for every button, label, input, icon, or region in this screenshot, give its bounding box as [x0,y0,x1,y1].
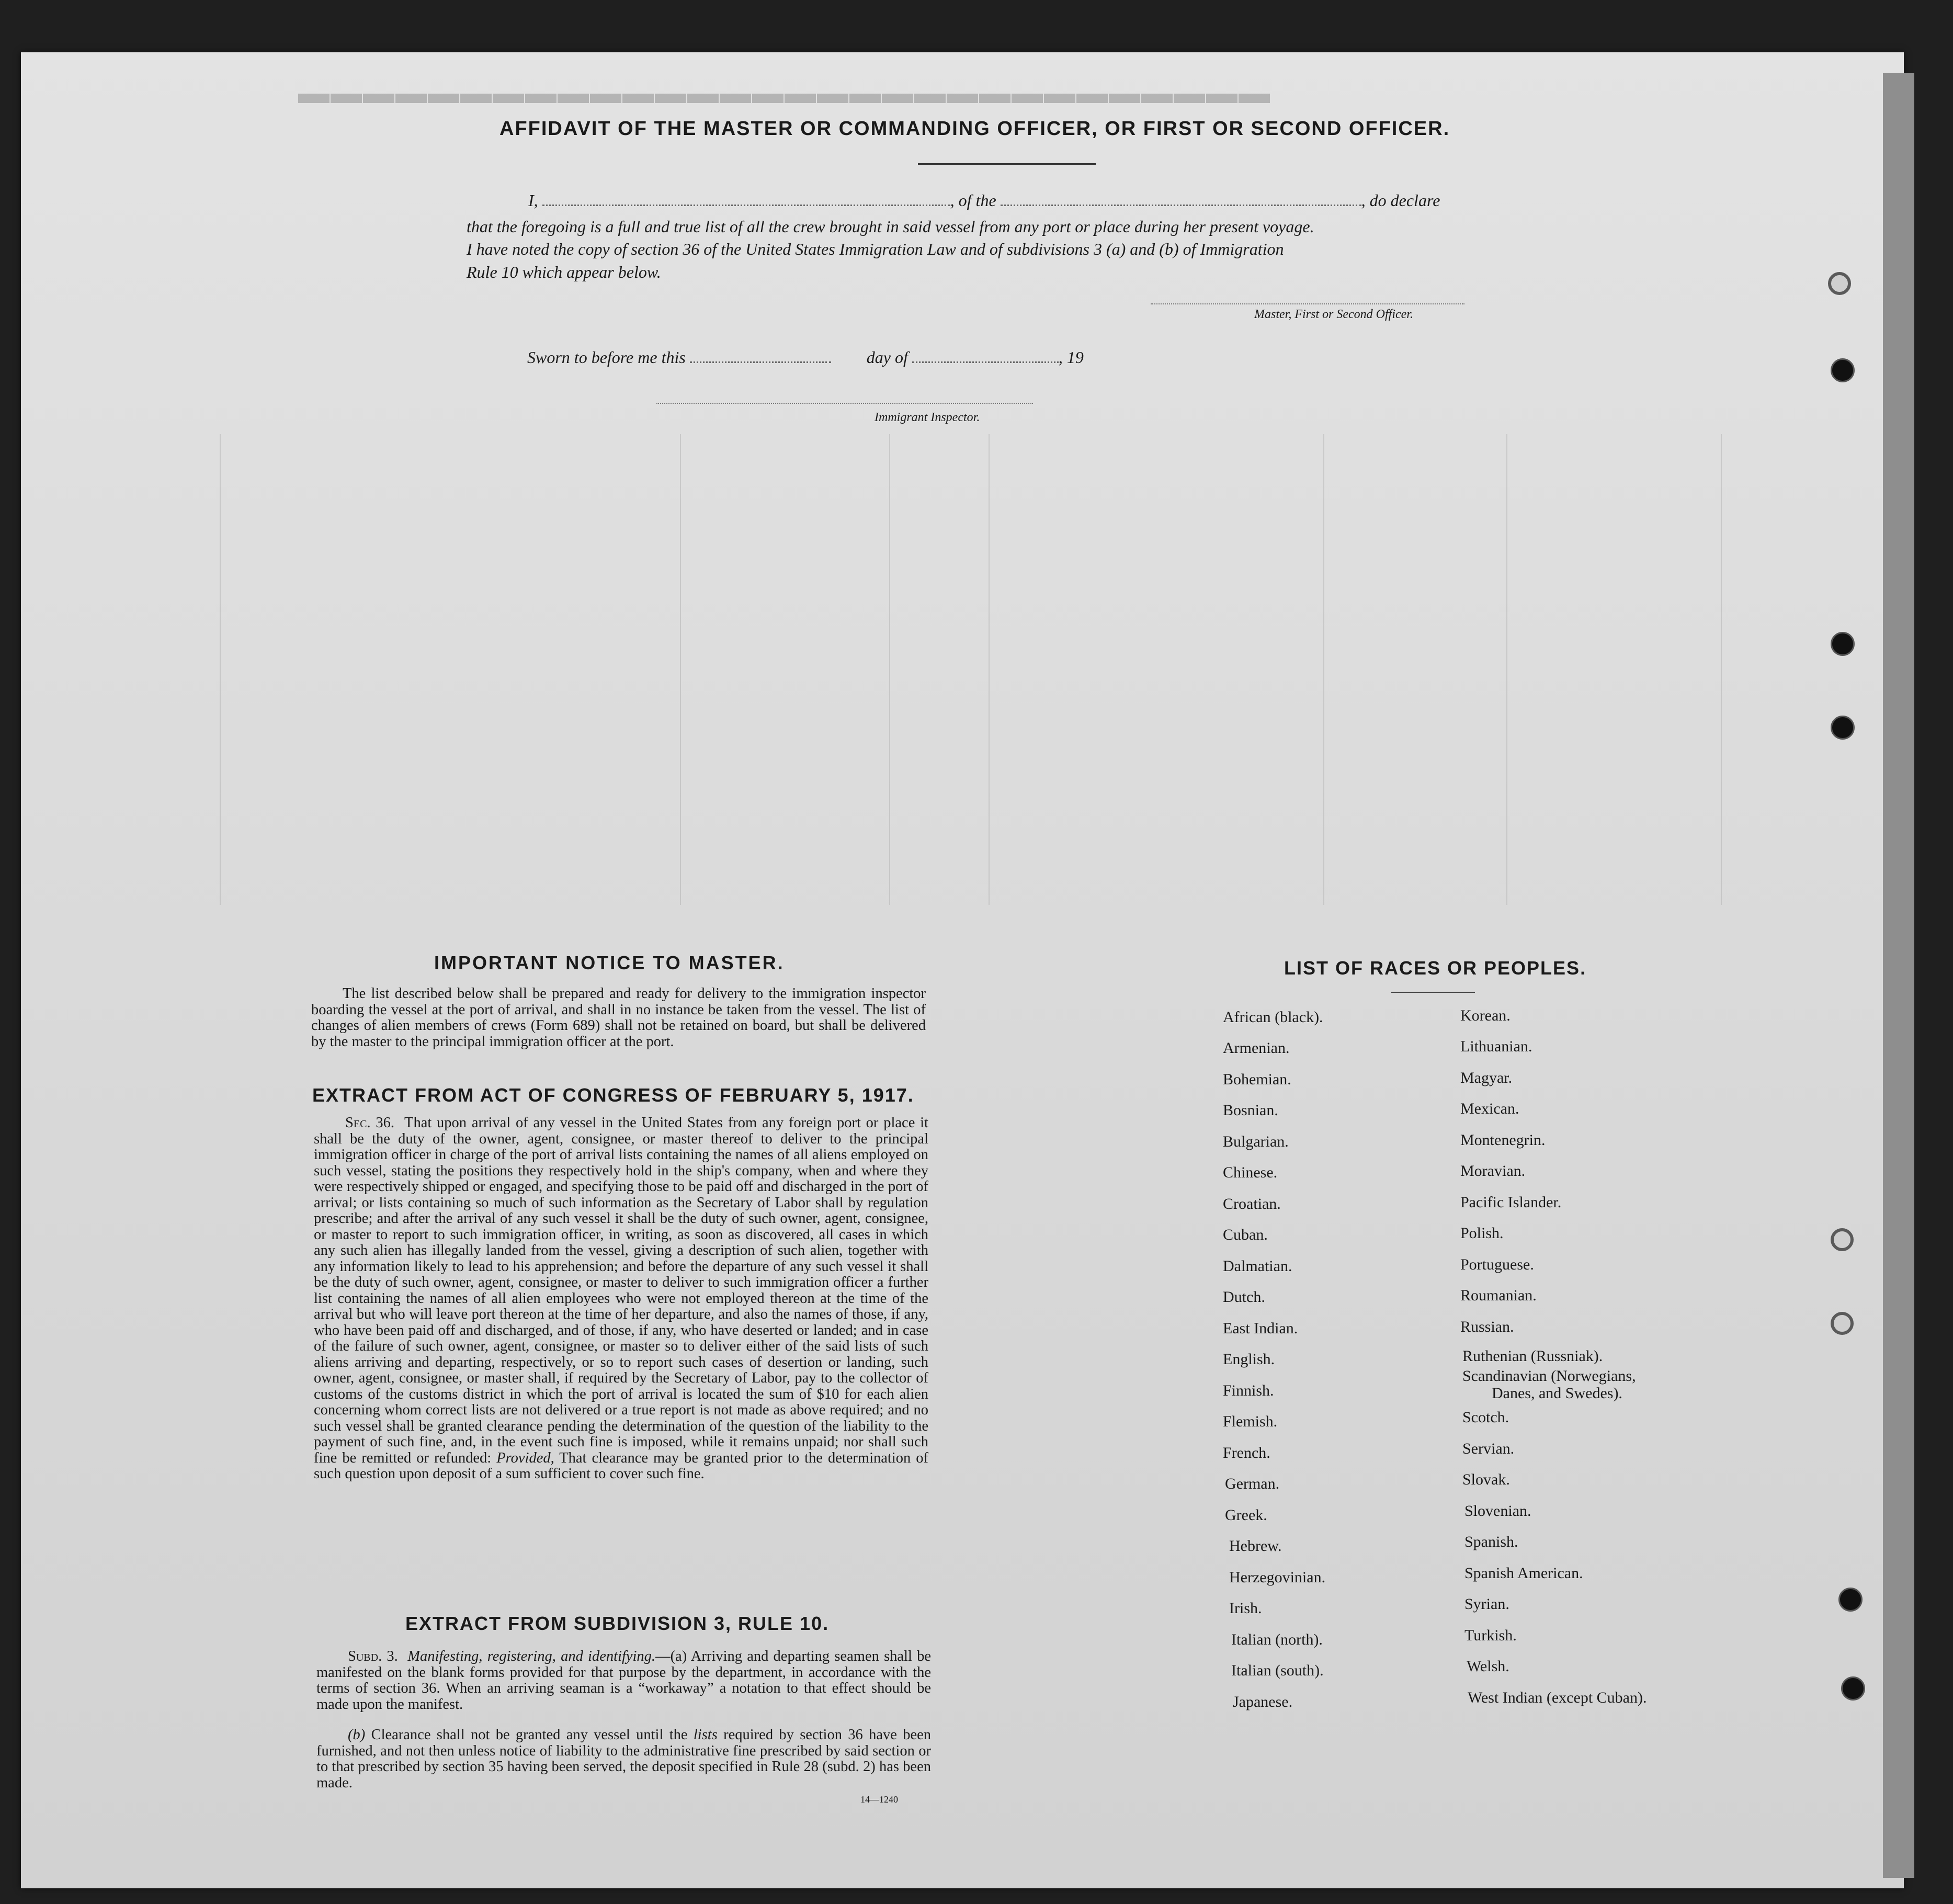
act-body: That upon arrival of any vessel in the United States from any foreign port or place it shall be the duty of the owner, agent, consignee, or master thereof to deliver to the principal immigration officer in charge of the port of arrival lists containing the names of all aliens employed on such vessel, stating the positions they respectively hold in the ship's company, when and where they were respectively shipped or engaged, and specifying those to be paid off and discharged in the port of arrival; or lists containing so much of such information as the Secretary of Labor shall by regulation prescribe; and after the arrival of any such vessel it shall be the duty of such owner, agent, consignee, or master to report to such immigration officer, in writing, as soon as discovered, all cases in which any such alien has illegally landed from the vessel, giving a description of such alien, together with any information likely to lead to his apprehension; and before the departure of any such vessel it shall be the duty of such owner, agent, consignee, or master to deliver to such immigration officer a further list containing the names of all alien employees who were not employed thereon at the time of the arrival but who will leave port thereon at the time of her departure, and also the names of those, if any, who have been paid off and discharged, and of those, if any, who have deserted or landed; and in case of the failure of such owner, agent, consignee, or master so to deliver either of the said lists of such aliens arriving and departing, respectively, or so to report such cases of desertion or landing, such owner, agent, consignee, or master shall, if required by the Secretary of Labor, pay to the collector of customs of the customs district in which the port of arrival is located the sum of $10 for each alien concerning whom correct lists are not delivered or a true report is not made as above required; and no such vessel shall be granted clearance pending the determination of the question of the liability to the payment of such fine, and, in the event such fine is imposed, while it remains unpaid; nor shall such fine be remitted or refunded: [314,1115,928,1466]
inspector-label: Immigrant Inspector. [875,411,980,424]
binder-hole-icon [1838,1588,1863,1612]
race-item: Italian (south). [1231,1662,1324,1679]
race-item: West Indian (except Cuban). [1468,1689,1647,1706]
affidavit-line-1 [528,191,1440,210]
race-item: Finnish. [1223,1382,1274,1399]
race-item: Roumanian. [1460,1287,1537,1304]
race-item: Flemish. [1223,1413,1278,1430]
race-item: English. [1223,1351,1275,1368]
act-title: EXTRACT FROM ACT OF CONGRESS OF FEBRUARY 5, 1917. [312,1084,914,1106]
binder-hole-icon [1828,272,1851,295]
bleed-line [1323,434,1324,905]
race-item: Greek. [1225,1506,1267,1524]
day-blank[interactable] [690,361,831,363]
race-item: Irish. [1229,1600,1262,1617]
bleed-through-title: ▬▬▬▬▬▬▬▬▬▬▬▬▬▬▬▬▬▬▬▬▬▬▬▬▬▬▬▬▬▬ [298,87,1271,122]
race-item: Polish. [1460,1225,1504,1242]
race-item: East Indian. [1223,1320,1298,1337]
declare-label: , do declare [1361,191,1440,210]
signature-label: Master, First or Second Officer. [1254,308,1413,321]
bleed-line [680,434,681,905]
race-item: Servian. [1462,1440,1515,1457]
race-item: Syrian. [1464,1595,1509,1613]
page-edge [1883,73,1914,1878]
race-item: Moravian. [1460,1162,1526,1180]
race-item: Spanish American. [1464,1565,1583,1582]
race-item: Hebrew. [1229,1537,1282,1555]
race-item: Bosnian. [1223,1102,1278,1119]
race-item: African (black). [1223,1008,1323,1026]
subd-b-part-1: Clearance shall not be granted any vessel until the [371,1727,688,1743]
sworn-line [527,348,1084,367]
race-item: Mexican. [1460,1100,1519,1117]
race-item: Japanese. [1233,1693,1293,1710]
notice-text: The list described below shall be prepared and ready for delivery to the immigration inspector boarding the vessel at the port of arrival, and shall in no instance be taken from the vessel. The list of changes of alien members of crews (Form 689) shall not be retained on board, but shall be delivered by the master to the principal immigration officer at the port. [311,985,926,1050]
race-item: Portuguese. [1460,1256,1534,1273]
binder-hole-icon [1831,632,1855,656]
binder-hole-icon [1831,1228,1854,1251]
affidavit-line-2: that the foregoing is a full and true list of all the crew brought in said vessel from any port or place during her present voyage. [467,217,1314,236]
notice-title: IMPORTANT NOTICE TO MASTER. [434,952,785,973]
name-blank[interactable] [542,205,950,206]
subd-heading: Manifesting, registering, and identifying. [407,1648,656,1664]
binder-hole-icon [1831,716,1855,740]
race-item: Russian. [1460,1318,1514,1335]
day-of-label: day of [866,348,908,367]
affidavit-line-3: I have noted the copy of section 36 of the United States Immigration Law and of subdivisions 3 (a) and (b) of Immigration [467,240,1284,258]
subd-b-text [316,1727,931,1791]
subd-a-text [316,1649,931,1713]
race-item: Montenegrin. [1460,1131,1546,1149]
year-label: , 19 [1058,348,1084,367]
race-item: Slovak. [1462,1471,1510,1488]
races-underline [1391,992,1475,993]
race-item: Korean. [1460,1007,1511,1024]
races-title: LIST OF RACES OR PEOPLES. [1284,957,1587,979]
race-item: Scandinavian (Norwegians, [1462,1367,1636,1385]
signature-blank[interactable] [1151,303,1464,304]
race-item: Lithuanian. [1460,1038,1532,1055]
race-item: German. [1225,1475,1280,1492]
affidavit-title: AFFIDAVIT OF THE MASTER OR COMMANDING OFFICER, OR FIRST OR SECOND OFFICER. [499,118,1450,140]
bleed-line [220,434,221,905]
race-item: Bulgarian. [1223,1133,1289,1150]
race-item: Dutch. [1223,1288,1265,1306]
inspector-blank[interactable] [656,403,1033,404]
race-item: Spanish. [1464,1533,1518,1550]
race-item: French. [1223,1444,1270,1461]
subd-a-body: —(a) Arriving and departing seamen shall be manifested on the blank forms provided for that purpose by the department, in accordance with the terms of section 36. When an arriving seaman is a “workaway” a notation to that effect should be made upon the manifest. [316,1648,932,1713]
of-the-label: , of the [950,191,996,210]
rule-title: EXTRACT FROM SUBDIVISION 3, RULE 10. [405,1613,830,1634]
document-page [21,52,1904,1888]
bleed-line [889,434,890,905]
race-item: Croatian. [1223,1195,1281,1212]
form-number: 14—1240 [860,1794,898,1805]
act-text [314,1115,928,1482]
provided-word: Provided, [496,1449,554,1466]
subd-b-part-2: required by section 36 have been furnished, and not then unless notice of liability to the administrative fine prescribed by said section or to that prescribed by section 35 having been served, the deposit specified in Rule 28 (subd. 2) has been made. [316,1727,932,1791]
binder-hole-icon [1841,1676,1865,1701]
lists-word: lists [693,1727,718,1743]
race-item: Cuban. [1223,1226,1268,1243]
race-item: Scotch. [1462,1409,1509,1426]
binder-hole-icon [1831,1312,1854,1335]
month-blank[interactable] [912,361,1059,363]
vessel-blank[interactable] [1001,205,1361,206]
act-body-end: That clearance may be granted prior to the determination of such question upon deposit of a sum sufficient to cover such fine. [314,1449,928,1482]
subd-b-label: (b) [348,1727,366,1743]
race-item: Slovenian. [1464,1502,1531,1520]
race-item: Welsh. [1467,1658,1509,1675]
title-underline [918,163,1096,165]
bleed-line [989,434,990,905]
race-item: Armenian. [1223,1039,1290,1057]
race-item: Chinese. [1223,1164,1278,1181]
affidavit-line-4: Rule 10 which appear below. [467,263,661,281]
sworn-label: Sworn to before me this [527,348,686,367]
race-item: Turkish. [1464,1627,1517,1644]
race-item: Danes, and Swedes). [1492,1385,1622,1402]
bleed-line [1721,434,1722,905]
race-item: Magyar. [1460,1069,1513,1086]
race-item: Bohemian. [1223,1071,1291,1088]
race-item: Italian (north). [1231,1631,1323,1648]
bleed-line [1506,434,1507,905]
binder-hole-icon [1831,358,1855,382]
race-item: Dalmatian. [1223,1257,1292,1275]
race-item: Ruthenian (Russniak). [1462,1347,1603,1365]
section-label: Sec. 36. [345,1115,394,1131]
race-item: Pacific Islander. [1460,1194,1562,1211]
declarant-prefix: I, [528,191,538,210]
race-item: Herzegovinian. [1229,1569,1326,1586]
subd-label: Subd. 3. [348,1648,398,1664]
